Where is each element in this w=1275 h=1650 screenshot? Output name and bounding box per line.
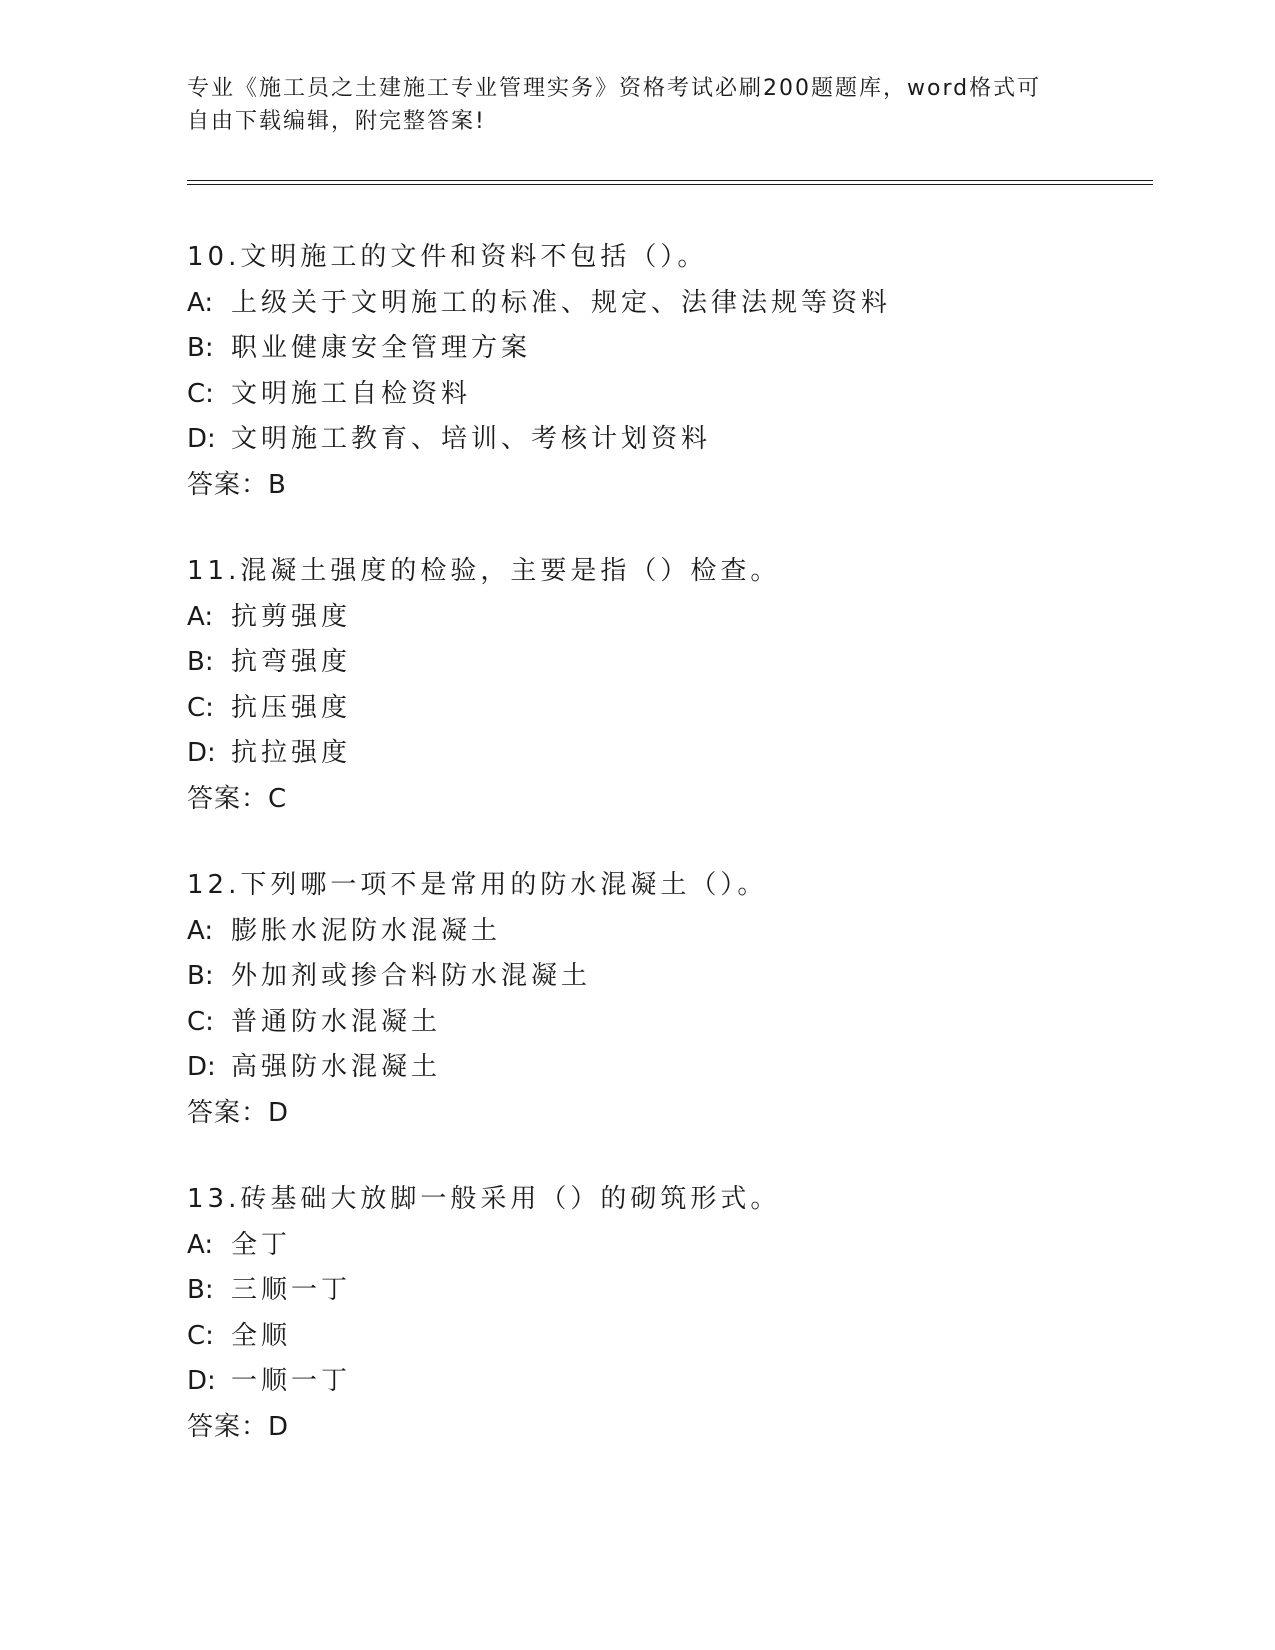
option-a <box>187 909 1147 955</box>
option-c <box>187 686 1147 732</box>
option-d <box>187 417 1147 463</box>
question-stem: 12.下列哪一项不是常用的防水混凝土（）。 <box>187 870 768 900</box>
answer-label: 答案：B <box>187 469 287 500</box>
option-a <box>187 281 1147 327</box>
option-key: D: <box>187 1052 216 1082</box>
option-key: A: <box>187 287 214 318</box>
option-c <box>187 1314 1147 1360</box>
header-divider-top <box>187 180 1153 181</box>
option-key: C: <box>187 1320 214 1351</box>
option-text: 一顺一丁 <box>231 1366 352 1396</box>
option-b <box>187 1268 1147 1314</box>
option-d <box>187 1045 1147 1091</box>
option-key: A: <box>187 1229 214 1260</box>
option-c <box>187 1000 1147 1046</box>
answer-label: 答案：D <box>187 1097 290 1128</box>
option-text: 抗剪强度 <box>231 601 352 632</box>
option-key: B: <box>187 961 214 991</box>
question-stem: 11.混凝土强度的检验，主要是指（）检查。 <box>187 556 781 586</box>
question-12 <box>187 863 1147 1136</box>
option-text: 普通防水混凝土 <box>231 1006 442 1037</box>
option-text: 抗压强度 <box>231 692 352 723</box>
option-b <box>187 326 1147 372</box>
option-text: 抗拉强度 <box>231 738 352 768</box>
option-text: 上级关于文明施工的标准、规定、法律法规等资料 <box>231 287 892 318</box>
option-a <box>187 1223 1147 1269</box>
option-text: 全丁 <box>231 1229 292 1260</box>
header-title-line-1: 专业《施工员之土建施工专业管理实务》资格考试必刷200题题库，word格式可 <box>187 76 1042 101</box>
option-b <box>187 954 1147 1000</box>
option-text: 高强防水混凝土 <box>231 1052 442 1082</box>
option-d <box>187 731 1147 777</box>
option-text: 三顺一丁 <box>231 1275 352 1305</box>
question-11 <box>187 549 1147 822</box>
option-key: A: <box>187 915 214 946</box>
option-key: C: <box>187 378 214 409</box>
answer-label: 答案：D <box>187 1411 290 1442</box>
option-text: 文明施工自检资料 <box>231 378 472 409</box>
option-d <box>187 1359 1147 1405</box>
option-key: D: <box>187 1366 216 1396</box>
option-key: B: <box>187 1275 214 1305</box>
option-text: 抗弯强度 <box>231 647 352 677</box>
option-text: 全顺 <box>231 1320 292 1351</box>
option-a <box>187 595 1147 641</box>
option-key: C: <box>187 692 214 723</box>
question-stem: 10.文明施工的文件和资料不包括（）。 <box>187 242 708 272</box>
header-divider-bottom <box>187 184 1153 185</box>
question-list <box>187 235 1147 1491</box>
option-key: D: <box>187 424 216 454</box>
option-key: C: <box>187 1006 214 1037</box>
option-b <box>187 640 1147 686</box>
option-c <box>187 372 1147 418</box>
option-text: 文明施工教育、培训、考核计划资料 <box>231 424 712 454</box>
option-text: 外加剂或掺合料防水混凝土 <box>231 961 592 991</box>
document-header <box>187 72 1087 138</box>
option-key: B: <box>187 333 214 363</box>
option-text: 膨胀水泥防水混凝土 <box>231 915 502 946</box>
option-key: D: <box>187 738 216 768</box>
option-text: 职业健康安全管理方案 <box>231 333 532 363</box>
option-key: B: <box>187 647 214 677</box>
header-title-line-2: 自由下载编辑，附完整答案! <box>187 109 486 134</box>
option-key: A: <box>187 601 214 632</box>
question-stem: 13.砖基础大放脚一般采用（）的砌筑形式。 <box>187 1184 781 1214</box>
question-13 <box>187 1177 1147 1450</box>
answer-label: 答案：C <box>187 783 288 814</box>
question-10 <box>187 235 1147 508</box>
